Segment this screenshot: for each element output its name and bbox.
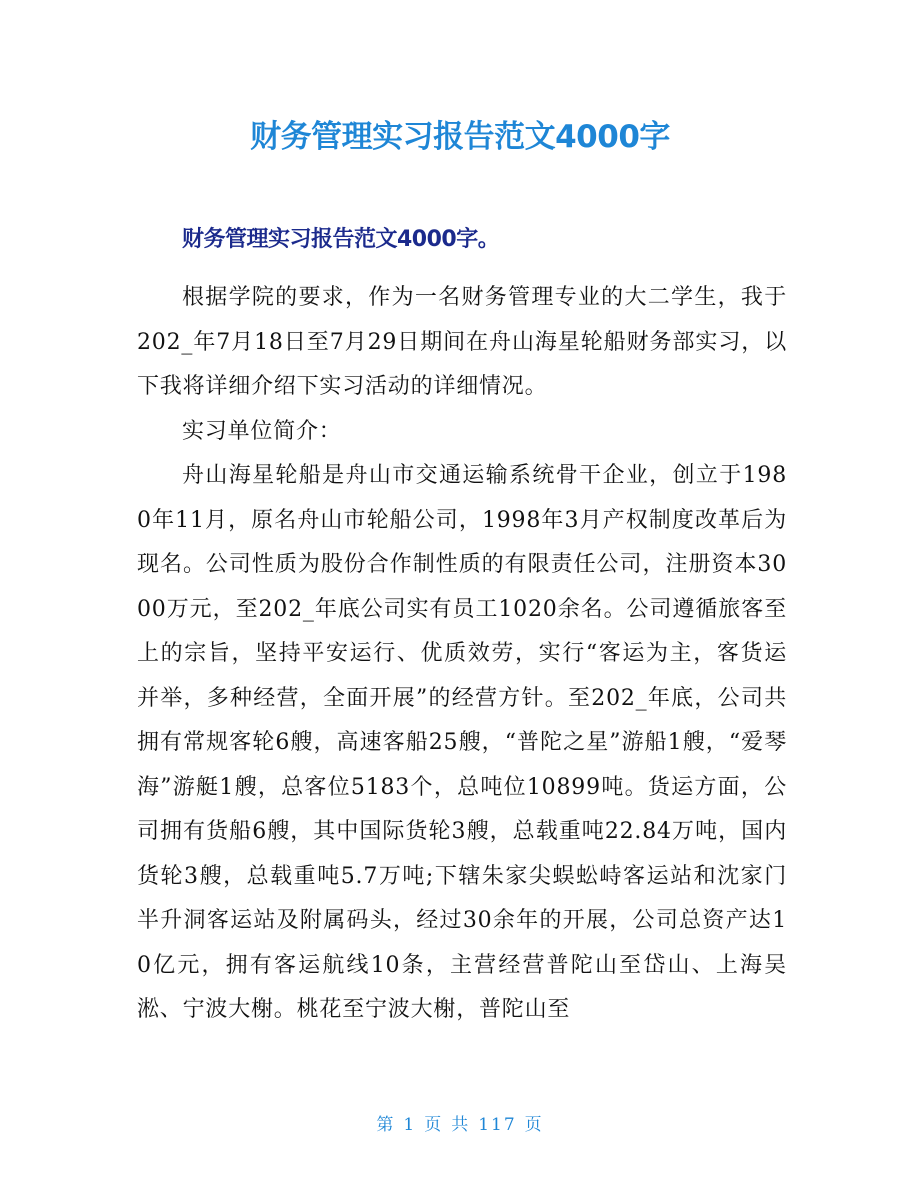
page-footer bbox=[0, 1113, 920, 1137]
document-title: 财务管理实习报告范文4000字 bbox=[250, 119, 670, 155]
footer-total-label: 共 bbox=[451, 1115, 471, 1135]
footer-total-pages: 117 bbox=[478, 1115, 517, 1135]
footer-current-page: 1 bbox=[403, 1115, 417, 1135]
document-body bbox=[137, 276, 787, 1033]
paragraph-company-profile: 舟山海星轮船是舟山市交通运输系统骨干企业，创立于1980年11月，原名舟山市轮船公司，1998年3月产权制度改革后为现名。公司性质为股份合作制性质的有限责任公司，注册资本3000万元，至202_年底公司实有员工1020余名。公司遵循旅客至上的宗旨，坚持平安运行、优质效劳，实行“客运为主，客货运并举，多种经营，全面开展”的经营方针。至202_年底，公司共拥有常规客轮6艘，高速客船25艘，“普陀之星”游船1艘，“爱琴海”游艇1艘，总客位5183个，总吨位10899吨。货运方面，公司拥有货船6艘，其中国际货轮3艘，总载重吨22.84万吨，国内货轮3艘，总载重吨5.7万吨;下辖朱家尖蜈蚣峙客运站和沈家门半升洞客运站及附属码头，经过30余年的开展，公司总资产达10亿元，拥有客运航线10条，主营经营普陀山至岱山、上海吴淞、宁波大榭。桃花至宁波大榭，普陀山至 bbox=[137, 463, 787, 1022]
footer-total-suffix: 页 bbox=[524, 1115, 544, 1135]
footer-page-label: 第 bbox=[376, 1115, 396, 1135]
paragraph-intro: 根据学院的要求，作为一名财务管理专业的大二学生，我于202_年7月18日至7月29日期间在舟山海星轮船财务部实习，以下我将详细介绍下实习活动的详细情况。 bbox=[137, 285, 787, 399]
document-subheading: 财务管理实习报告范文4000字。 bbox=[182, 227, 500, 252]
paragraph-section-label: 实习单位简介： bbox=[182, 418, 342, 444]
footer-page-suffix: 页 bbox=[424, 1115, 444, 1135]
